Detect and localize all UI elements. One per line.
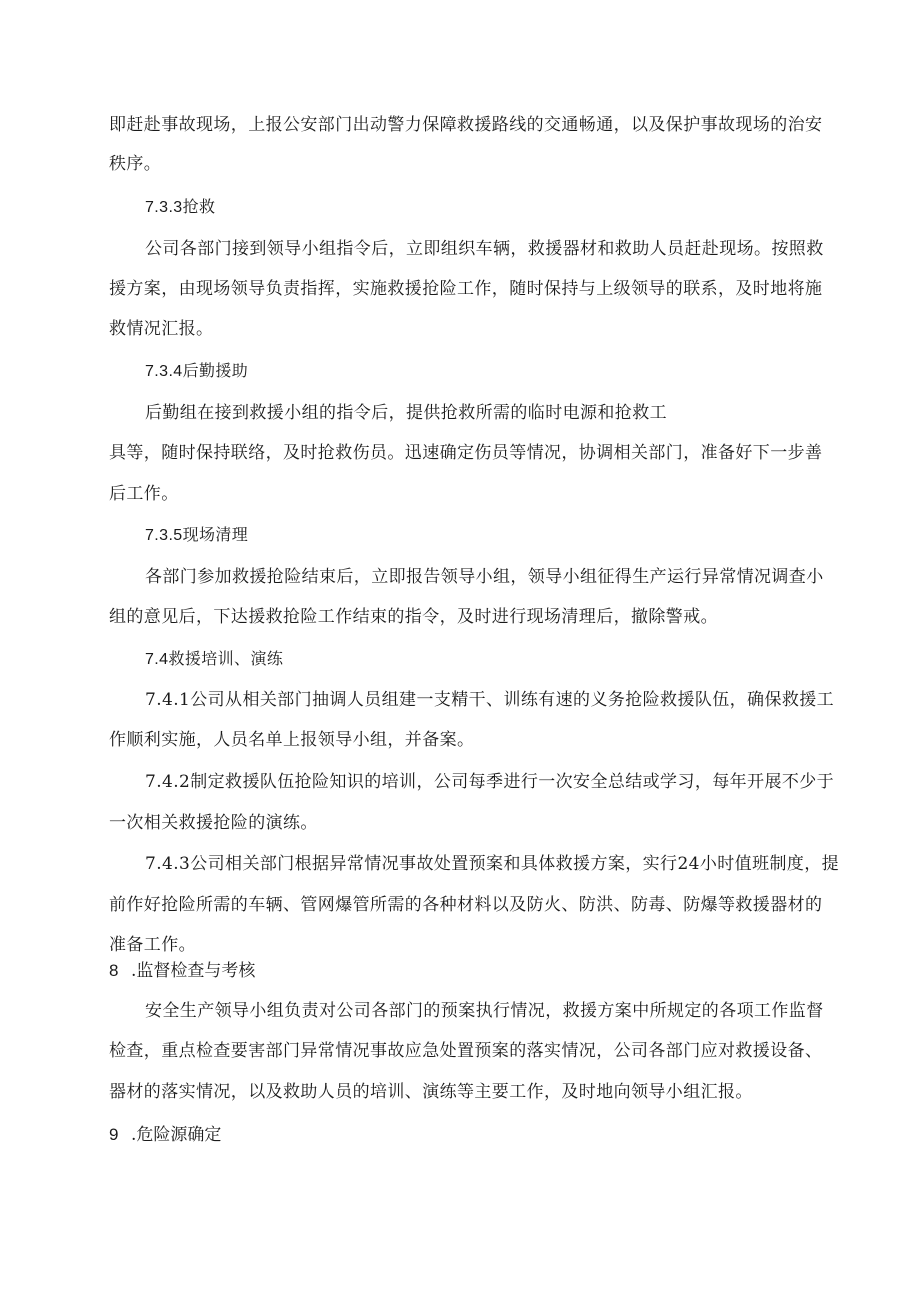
paragraph-line: 援方案，由现场领导负责指挥，实施救援抢险工作，随时保持与上级领导的联系，及时地将施: [109, 279, 823, 299]
paragraph-line: 即赶赴事故现场，上报公安部门出动警力保障救援路线的交通畅通，以及保护事故现场的治安: [109, 115, 823, 135]
section-number: 9: [109, 1125, 119, 1144]
paragraph-line: 7.4.3公司相关部门根据异常情况事故处置预案和具体救援方案，实行24小时值班制度，提: [145, 854, 840, 874]
paragraph-line: 作顺利实施，人员名单上报领导小组，并备案。: [109, 730, 475, 750]
paragraph-line: 前作好抢险所需的车辆、管网爆管所需的各种材料以及防火、防洪、防毒、防爆等救援器材的: [109, 895, 823, 915]
section-heading-8: [109, 960, 255, 982]
paragraph-line: 准备工作。: [109, 935, 196, 955]
paragraph-line: 具等，随时保持联络，及时抢救伤员。迅速确定伤员等情况，协调相关部门，准备好下一步善: [109, 443, 823, 463]
subsection-heading-7-3-3: 7.3.3抢救: [145, 199, 216, 216]
paragraph-line: 公司各部门接到领导小组指令后，立即组织车辆，救援器材和救助人员赶赴现场。按照救: [145, 239, 824, 259]
paragraph-line: 救情况汇报。: [109, 319, 214, 339]
paragraph-line: 检查，重点检查要害部门异常情况事故应急处置预案的落实情况，公司各部门应对救援设备、: [109, 1041, 823, 1061]
section-number: 8: [109, 961, 119, 980]
paragraph-line: 秩序。: [109, 154, 162, 174]
subsection-heading-7-3-4: 7.3.4后勤援助: [145, 363, 249, 380]
paragraph-line: 器材的落实情况，以及救助人员的培训、演练等主要工作，及时地向领导小组汇报。: [109, 1082, 753, 1102]
paragraph-line: 7.4.1公司从相关部门抽调人员组建一支精干、训练有速的义务抢险救援队伍，确保救援工: [145, 690, 835, 710]
section-title: .监督检查与考核: [131, 961, 256, 981]
subsection-heading-7-4: 7.4救援培训、演练: [145, 651, 284, 668]
paragraph-line: 安全生产领导小组负责对公司各部门的预案执行情况，救援方案中所规定的各项工作监督: [145, 1001, 824, 1021]
paragraph-line: 一次相关救援抢险的演练。: [109, 813, 318, 833]
paragraph-line: 组的意见后，下达援救抢险工作结束的指令，及时进行现场清理后，撤除警戒。: [109, 607, 718, 627]
section-title: .危险源确定: [131, 1125, 222, 1145]
paragraph-line: 后工作。: [109, 484, 179, 504]
subsection-heading-7-3-5: 7.3.5现场清理: [145, 527, 249, 544]
section-heading-9: [109, 1124, 221, 1146]
paragraph-line: 7.4.2制定救援队伍抢险知识的培训，公司每季进行一次安全总结或学习，每年开展不少于: [145, 772, 835, 792]
paragraph-line: 各部门参加救援抢险结束后，立即报告领导小组，领导小组征得生产运行异常情况调查小: [145, 567, 824, 587]
paragraph-line: 后勤组在接到救援小组的指令后，提供抢救所需的临时电源和抢救工: [145, 403, 667, 423]
